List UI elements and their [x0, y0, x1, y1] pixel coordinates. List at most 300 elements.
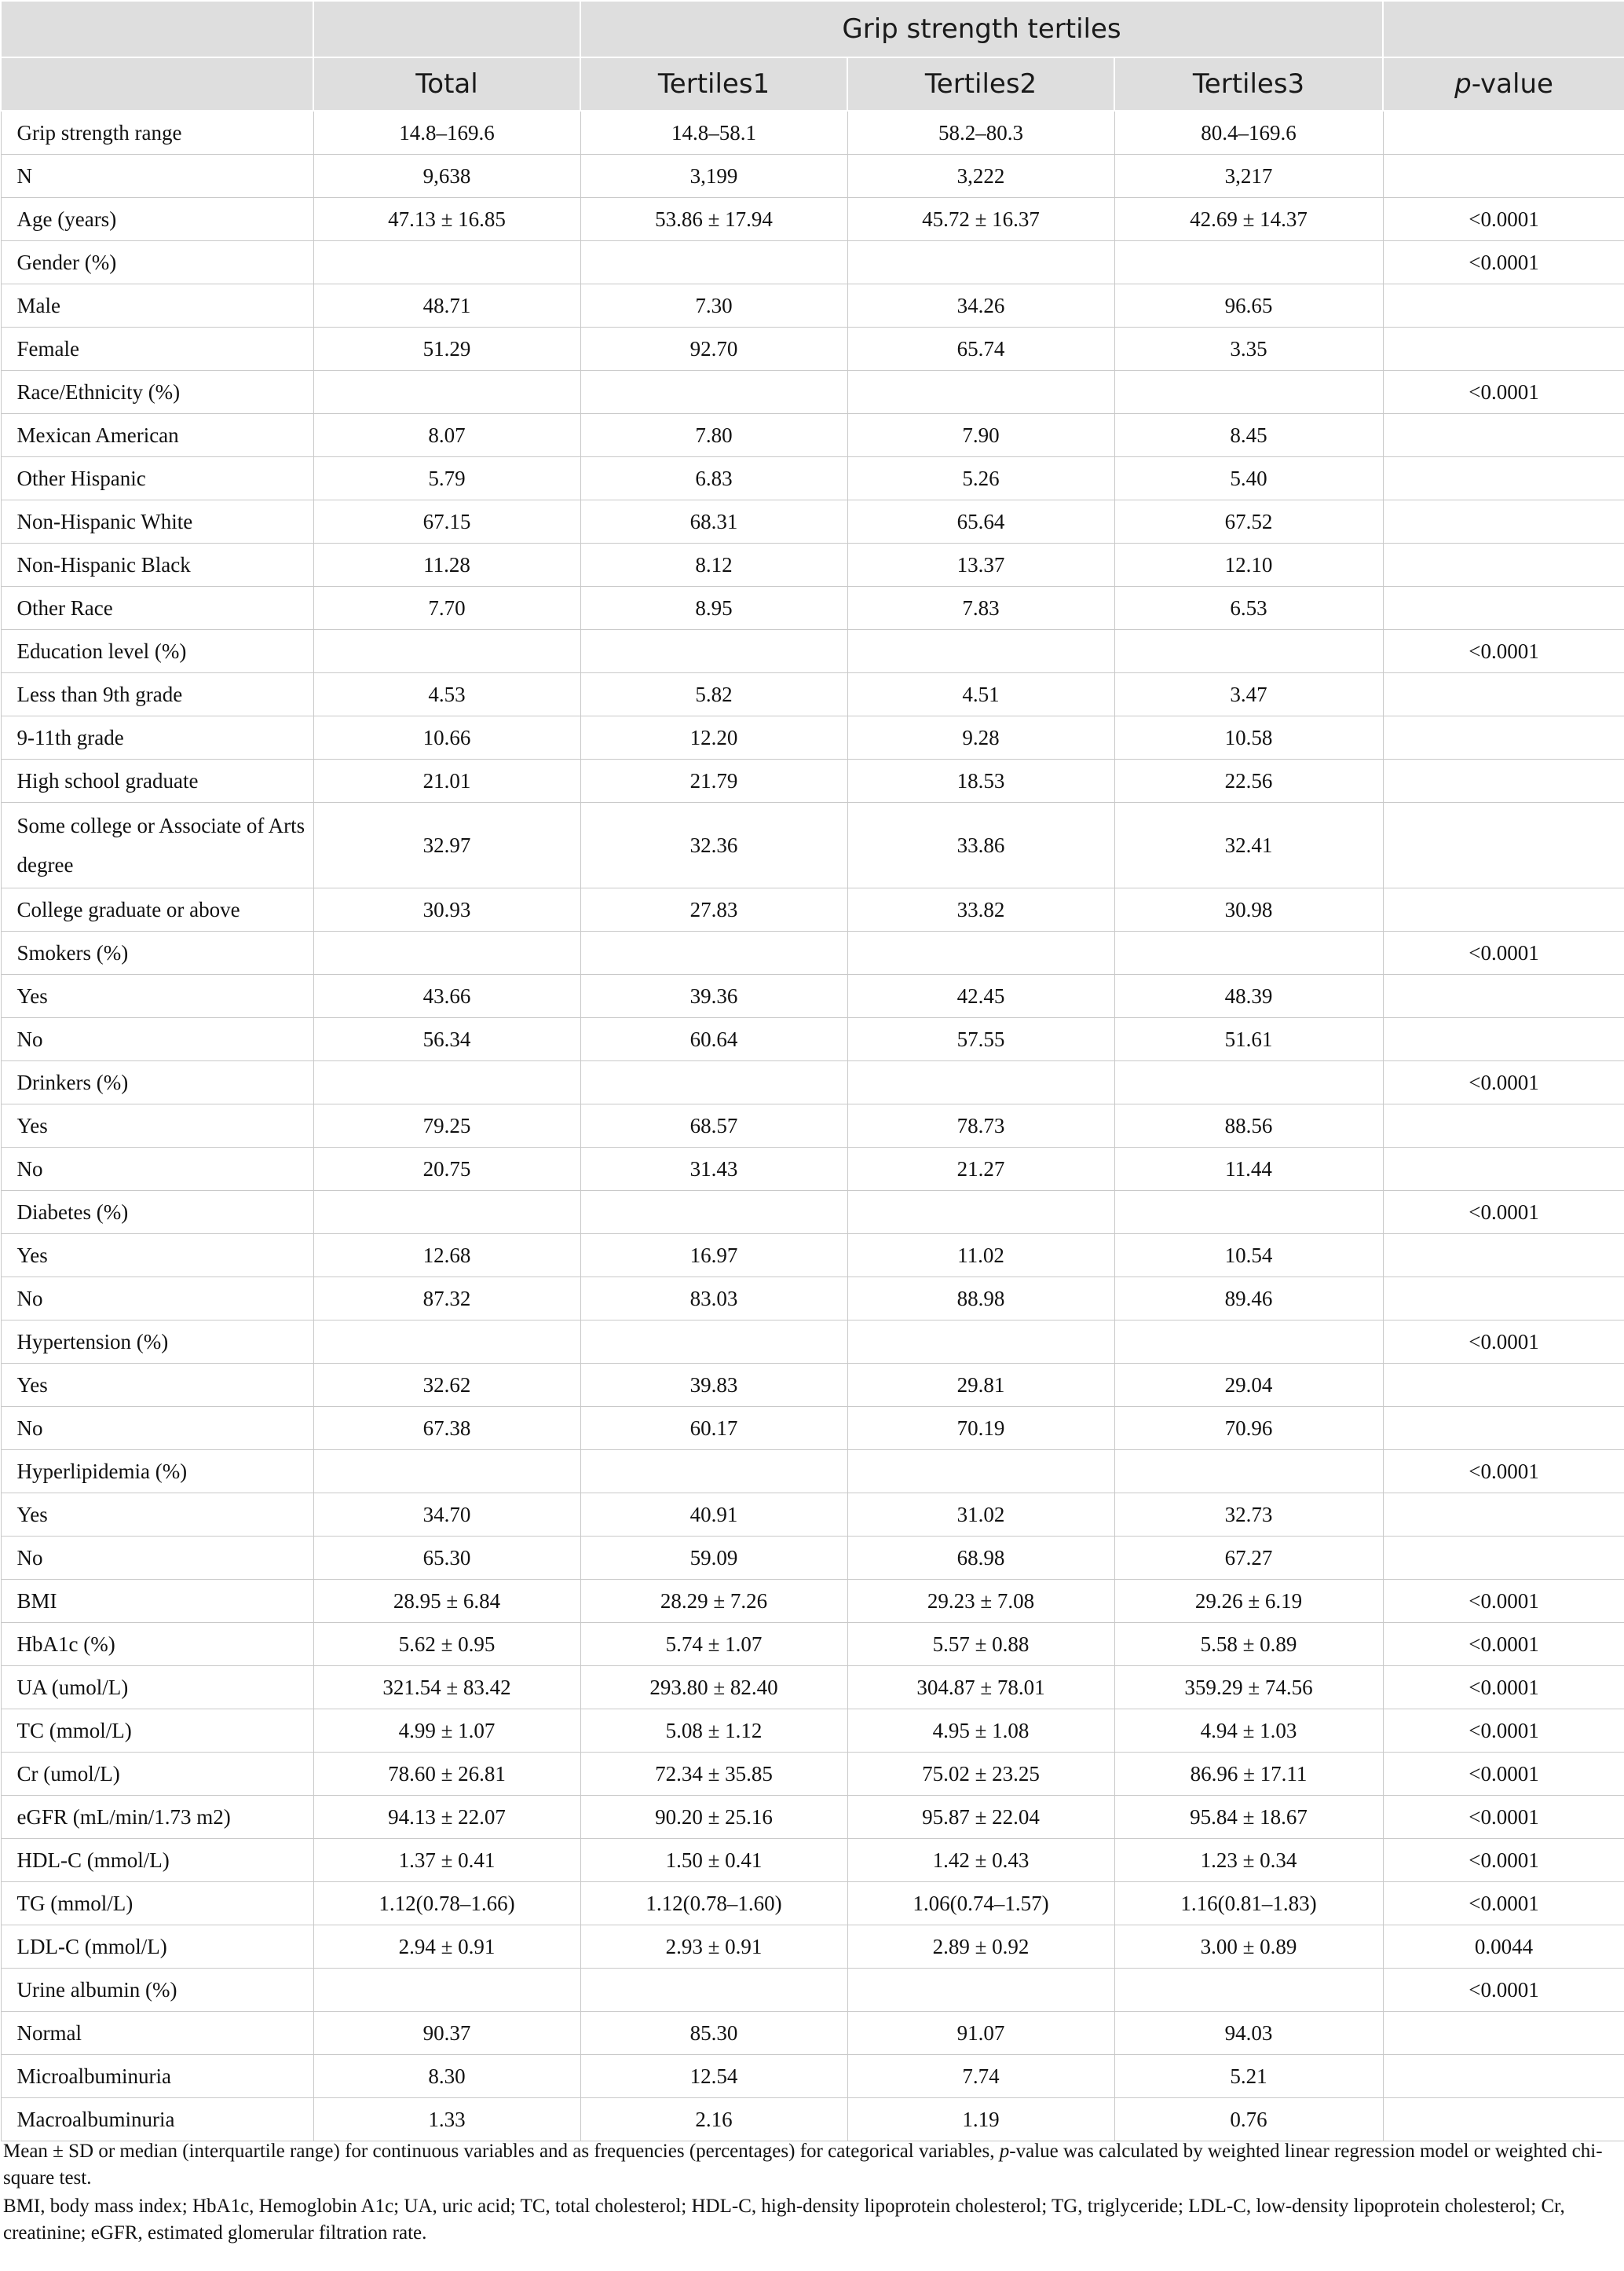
cell-value: 65.64 — [847, 500, 1114, 544]
row-label: Normal — [1, 2012, 313, 2055]
row-label: Urine albumin (%) — [1, 1969, 313, 2012]
cell-value: 14.8–58.1 — [580, 111, 847, 155]
row-label: No — [1, 1407, 313, 1450]
cell-value: 65.30 — [313, 1537, 580, 1580]
cell-value — [580, 1061, 847, 1104]
cell-value — [1114, 1450, 1383, 1493]
cell-value: 8.30 — [313, 2055, 580, 2098]
table-row — [1, 414, 1624, 457]
cell-value: 58.2–80.3 — [847, 111, 1114, 155]
row-label: HDL-C (mmol/L) — [1, 1839, 313, 1882]
cell-pvalue: <0.0001 — [1383, 1666, 1624, 1709]
table-row — [1, 1580, 1624, 1623]
cell-value: 45.72 ± 16.37 — [847, 198, 1114, 241]
table-row — [1, 1882, 1624, 1925]
cell-value — [313, 371, 580, 414]
cell-pvalue — [1383, 544, 1624, 587]
row-label: No — [1, 1018, 313, 1061]
cell-value — [580, 241, 847, 284]
cell-value: 33.82 — [847, 888, 1114, 932]
cell-pvalue — [1383, 1018, 1624, 1061]
row-label: No — [1, 1277, 313, 1320]
row-label: HbA1c (%) — [1, 1623, 313, 1666]
cell-value: 5.82 — [580, 673, 847, 716]
cell-value: 95.87 ± 22.04 — [847, 1796, 1114, 1839]
cell-value: 20.75 — [313, 1148, 580, 1191]
cell-value: 95.84 ± 18.67 — [1114, 1796, 1383, 1839]
cell-value: 78.73 — [847, 1104, 1114, 1148]
cell-value: 75.02 ± 23.25 — [847, 1753, 1114, 1796]
row-label: Gender (%) — [1, 241, 313, 284]
cell-value: 8.07 — [313, 414, 580, 457]
cell-value: 7.70 — [313, 587, 580, 630]
cell-value: 21.01 — [313, 760, 580, 803]
table-row — [1, 155, 1624, 198]
cell-value: 2.16 — [580, 2098, 847, 2141]
cell-value — [847, 1320, 1114, 1364]
table-row — [1, 587, 1624, 630]
cell-value: 7.74 — [847, 2055, 1114, 2098]
cell-pvalue — [1383, 284, 1624, 328]
cell-value — [313, 1191, 580, 1234]
cell-value: 4.51 — [847, 673, 1114, 716]
cell-value — [313, 1969, 580, 2012]
cell-pvalue: <0.0001 — [1383, 932, 1624, 975]
table-row — [1, 2012, 1624, 2055]
cell-value: 304.87 ± 78.01 — [847, 1666, 1114, 1709]
cell-value: 80.4–169.6 — [1114, 111, 1383, 155]
cell-value: 40.91 — [580, 1493, 847, 1537]
cell-pvalue — [1383, 457, 1624, 500]
row-label: Microalbuminuria — [1, 2055, 313, 2098]
row-label: Macroalbuminuria — [1, 2098, 313, 2141]
cell-value — [1114, 1320, 1383, 1364]
cell-pvalue — [1383, 2012, 1624, 2055]
cell-value: 28.95 ± 6.84 — [313, 1580, 580, 1623]
cell-value: 67.38 — [313, 1407, 580, 1450]
cell-value: 91.07 — [847, 2012, 1114, 2055]
cell-value: 321.54 ± 83.42 — [313, 1666, 580, 1709]
cell-value: 1.12(0.78–1.66) — [313, 1882, 580, 1925]
cell-value: 67.52 — [1114, 500, 1383, 544]
cell-value: 67.15 — [313, 500, 580, 544]
cell-value: 5.58 ± 0.89 — [1114, 1623, 1383, 1666]
table-row — [1, 975, 1624, 1018]
cell-value: 68.31 — [580, 500, 847, 544]
cell-pvalue — [1383, 2098, 1624, 2141]
cell-value — [580, 1450, 847, 1493]
cell-value: 34.26 — [847, 284, 1114, 328]
cell-value: 48.71 — [313, 284, 580, 328]
row-label: Grip strength range — [1, 111, 313, 155]
cell-value — [313, 1450, 580, 1493]
cell-pvalue: 0.0044 — [1383, 1925, 1624, 1969]
cell-value — [847, 371, 1114, 414]
table-row — [1, 1018, 1624, 1061]
footnote-1 — [3, 2138, 1613, 2192]
row-label: Cr (umol/L) — [1, 1753, 313, 1796]
table-row — [1, 888, 1624, 932]
cell-value: 32.97 — [313, 803, 580, 888]
cell-pvalue — [1383, 500, 1624, 544]
cell-value — [580, 1320, 847, 1364]
table-row — [1, 1104, 1624, 1148]
cell-value: 3.35 — [1114, 328, 1383, 371]
cell-value: 0.76 — [1114, 2098, 1383, 2141]
cell-value: 2.94 ± 0.91 — [313, 1925, 580, 1969]
row-label: College graduate or above — [1, 888, 313, 932]
row-label: Male — [1, 284, 313, 328]
cell-value: 51.61 — [1114, 1018, 1383, 1061]
cell-value: 5.40 — [1114, 457, 1383, 500]
cell-value: 5.74 ± 1.07 — [580, 1623, 847, 1666]
cell-value: 29.04 — [1114, 1364, 1383, 1407]
footnote-1-p: p — [999, 2141, 1010, 2162]
cell-value: 96.65 — [1114, 284, 1383, 328]
table-row — [1, 1666, 1624, 1709]
cell-value: 3,199 — [580, 155, 847, 198]
cell-value: 10.58 — [1114, 716, 1383, 760]
table-row — [1, 1839, 1624, 1882]
table-row — [1, 803, 1624, 888]
cell-value: 31.43 — [580, 1148, 847, 1191]
row-label: TG (mmol/L) — [1, 1882, 313, 1925]
cell-value: 42.69 ± 14.37 — [1114, 198, 1383, 241]
cell-pvalue — [1383, 111, 1624, 155]
cell-pvalue: <0.0001 — [1383, 1709, 1624, 1753]
cell-value: 8.45 — [1114, 414, 1383, 457]
cell-value — [313, 1320, 580, 1364]
cell-value: 1.06(0.74–1.57) — [847, 1882, 1114, 1925]
cell-value: 53.86 ± 17.94 — [580, 198, 847, 241]
row-label: Yes — [1, 1364, 313, 1407]
cell-value — [847, 1191, 1114, 1234]
cell-value: 11.44 — [1114, 1148, 1383, 1191]
cell-pvalue: <0.0001 — [1383, 1061, 1624, 1104]
row-label: Drinkers (%) — [1, 1061, 313, 1104]
cell-value — [847, 241, 1114, 284]
row-label: UA (umol/L) — [1, 1666, 313, 1709]
cell-value: 4.99 ± 1.07 — [313, 1709, 580, 1753]
cell-value: 88.56 — [1114, 1104, 1383, 1148]
cell-pvalue — [1383, 760, 1624, 803]
cell-value: 5.21 — [1114, 2055, 1383, 2098]
table-row — [1, 1796, 1624, 1839]
cell-value: 68.57 — [580, 1104, 847, 1148]
cell-value: 79.25 — [313, 1104, 580, 1148]
cell-value: 60.17 — [580, 1407, 847, 1450]
cell-value: 67.27 — [1114, 1537, 1383, 1580]
cell-value: 70.96 — [1114, 1407, 1383, 1450]
table-row — [1, 457, 1624, 500]
table-row — [1, 2055, 1624, 2098]
cell-value — [1114, 1969, 1383, 2012]
cell-value — [1114, 241, 1383, 284]
table-row — [1, 2098, 1624, 2141]
cell-pvalue — [1383, 1364, 1624, 1407]
cell-value — [1114, 1061, 1383, 1104]
table-footnotes — [0, 2138, 1613, 2248]
cell-value: 65.74 — [847, 328, 1114, 371]
row-label: Non-Hispanic White — [1, 500, 313, 544]
cell-value: 32.36 — [580, 803, 847, 888]
cell-value: 9.28 — [847, 716, 1114, 760]
table-row — [1, 1709, 1624, 1753]
footnote-2: BMI, body mass index; HbA1c, Hemoglobin A1c; UA, uric acid; TC, total cholesterol; HDL-C, high-density lipoprotein cholesterol; TG, triglyceride; LDL-C, low-density lipoprotein cholesterol; Cr, creatinine; eGFR, estimated glomerular filtration rate. — [3, 2196, 1565, 2244]
cell-value: 30.98 — [1114, 888, 1383, 932]
cell-value: 1.42 ± 0.43 — [847, 1839, 1114, 1882]
cell-value: 56.34 — [313, 1018, 580, 1061]
cell-value: 1.50 ± 0.41 — [580, 1839, 847, 1882]
cell-value — [847, 1061, 1114, 1104]
cell-value: 88.98 — [847, 1277, 1114, 1320]
cell-value — [580, 932, 847, 975]
row-label: Non-Hispanic Black — [1, 544, 313, 587]
cell-pvalue: <0.0001 — [1383, 1580, 1624, 1623]
cell-pvalue — [1383, 803, 1624, 888]
table-row — [1, 1191, 1624, 1234]
cell-value: 27.83 — [580, 888, 847, 932]
cell-value: 90.37 — [313, 2012, 580, 2055]
cell-value: 32.62 — [313, 1364, 580, 1407]
table-row — [1, 1493, 1624, 1537]
column-header-pvalue — [1383, 57, 1624, 111]
cell-value: 4.53 — [313, 673, 580, 716]
cell-pvalue: <0.0001 — [1383, 1191, 1624, 1234]
row-label: eGFR (mL/min/1.73 m2) — [1, 1796, 313, 1839]
cell-value: 94.13 ± 22.07 — [313, 1796, 580, 1839]
cell-value: 7.90 — [847, 414, 1114, 457]
cell-pvalue — [1383, 1148, 1624, 1191]
cell-value: 30.93 — [313, 888, 580, 932]
cell-value — [847, 630, 1114, 673]
column-header: Tertiles3 — [1114, 57, 1383, 111]
cell-value — [1114, 371, 1383, 414]
cell-pvalue — [1383, 1234, 1624, 1277]
table-row — [1, 1753, 1624, 1796]
table-row — [1, 284, 1624, 328]
cell-value — [1114, 1191, 1383, 1234]
cell-value: 5.79 — [313, 457, 580, 500]
cell-value: 5.62 ± 0.95 — [313, 1623, 580, 1666]
table-row — [1, 673, 1624, 716]
cell-value: 47.13 ± 16.85 — [313, 198, 580, 241]
cell-value: 85.30 — [580, 2012, 847, 2055]
table-row — [1, 111, 1624, 155]
cell-value: 29.26 ± 6.19 — [1114, 1580, 1383, 1623]
cell-pvalue — [1383, 673, 1624, 716]
cell-value: 39.83 — [580, 1364, 847, 1407]
table-body — [1, 111, 1624, 2141]
cell-value: 51.29 — [313, 328, 580, 371]
row-label: Yes — [1, 1104, 313, 1148]
cell-pvalue — [1383, 155, 1624, 198]
row-label: Yes — [1, 975, 313, 1018]
cell-value: 18.53 — [847, 760, 1114, 803]
cell-value: 92.70 — [580, 328, 847, 371]
cell-value: 57.55 — [847, 1018, 1114, 1061]
cell-value: 359.29 ± 74.56 — [1114, 1666, 1383, 1709]
row-label: Other Hispanic — [1, 457, 313, 500]
cell-pvalue — [1383, 1407, 1624, 1450]
row-label: High school graduate — [1, 760, 313, 803]
cell-pvalue — [1383, 587, 1624, 630]
header-group-label: Grip strength tertiles — [580, 1, 1383, 57]
row-label: Yes — [1, 1493, 313, 1537]
cell-pvalue — [1383, 2055, 1624, 2098]
table-row — [1, 1450, 1624, 1493]
row-label: Race/Ethnicity (%) — [1, 371, 313, 414]
footnote-1-text-b: -value was calculated by weighted linear regression model or weighted chi-square test. — [3, 2141, 1603, 2189]
cell-value: 3.47 — [1114, 673, 1383, 716]
cell-value: 10.66 — [313, 716, 580, 760]
cell-value: 68.98 — [847, 1537, 1114, 1580]
row-label: Some college or Associate of Arts degree — [1, 803, 313, 888]
cell-value: 42.45 — [847, 975, 1114, 1018]
row-label: Yes — [1, 1234, 313, 1277]
cell-pvalue: <0.0001 — [1383, 1753, 1624, 1796]
cell-value: 6.83 — [580, 457, 847, 500]
cell-value: 1.23 ± 0.34 — [1114, 1839, 1383, 1882]
cell-value: 29.81 — [847, 1364, 1114, 1407]
cell-value: 7.30 — [580, 284, 847, 328]
table-row — [1, 371, 1624, 414]
cell-pvalue: <0.0001 — [1383, 1320, 1624, 1364]
row-label: Education level (%) — [1, 630, 313, 673]
cell-value: 4.95 ± 1.08 — [847, 1709, 1114, 1753]
row-label: N — [1, 155, 313, 198]
cell-value: 34.70 — [313, 1493, 580, 1537]
row-label: Hypertension (%) — [1, 1320, 313, 1364]
cell-value: 21.27 — [847, 1148, 1114, 1191]
cell-value: 10.54 — [1114, 1234, 1383, 1277]
cell-value: 7.83 — [847, 587, 1114, 630]
cell-value: 48.39 — [1114, 975, 1383, 1018]
cell-value: 60.64 — [580, 1018, 847, 1061]
table-row — [1, 1925, 1624, 1969]
table-row — [1, 760, 1624, 803]
cell-value: 9,638 — [313, 155, 580, 198]
header-blank — [1383, 1, 1624, 57]
cell-value: 12.20 — [580, 716, 847, 760]
cell-value: 78.60 ± 26.81 — [313, 1753, 580, 1796]
cell-value: 1.12(0.78–1.60) — [580, 1882, 847, 1925]
cell-value: 5.57 ± 0.88 — [847, 1623, 1114, 1666]
header-blank — [1, 57, 313, 111]
table-row — [1, 544, 1624, 587]
cell-value: 21.79 — [580, 760, 847, 803]
row-label: Female — [1, 328, 313, 371]
cell-value — [847, 1450, 1114, 1493]
cell-value: 2.89 ± 0.92 — [847, 1925, 1114, 1969]
cell-value: 3,222 — [847, 155, 1114, 198]
row-label: Mexican American — [1, 414, 313, 457]
cell-value: 12.10 — [1114, 544, 1383, 587]
table-row — [1, 630, 1624, 673]
cell-pvalue — [1383, 1277, 1624, 1320]
table-row — [1, 500, 1624, 544]
cell-value: 12.68 — [313, 1234, 580, 1277]
cell-pvalue — [1383, 975, 1624, 1018]
cell-value — [580, 630, 847, 673]
row-label: BMI — [1, 1580, 313, 1623]
cell-pvalue — [1383, 1537, 1624, 1580]
cell-pvalue — [1383, 888, 1624, 932]
row-label: No — [1, 1148, 313, 1191]
cell-pvalue: <0.0001 — [1383, 371, 1624, 414]
cell-pvalue: <0.0001 — [1383, 198, 1624, 241]
cell-value: 70.19 — [847, 1407, 1114, 1450]
cell-value: 32.73 — [1114, 1493, 1383, 1537]
row-label: TC (mmol/L) — [1, 1709, 313, 1753]
row-label: Hyperlipidemia (%) — [1, 1450, 313, 1493]
table-row — [1, 1969, 1624, 2012]
table-row — [1, 932, 1624, 975]
cell-value: 293.80 ± 82.40 — [580, 1666, 847, 1709]
cell-value: 87.32 — [313, 1277, 580, 1320]
cell-value: 1.33 — [313, 2098, 580, 2141]
table-row — [1, 198, 1624, 241]
cell-pvalue: <0.0001 — [1383, 241, 1624, 284]
table-row — [1, 1320, 1624, 1364]
cell-value: 2.93 ± 0.91 — [580, 1925, 847, 1969]
cell-value: 1.16(0.81–1.83) — [1114, 1882, 1383, 1925]
table-row — [1, 1407, 1624, 1450]
cell-pvalue — [1383, 716, 1624, 760]
cell-value: 83.03 — [580, 1277, 847, 1320]
cell-value — [313, 932, 580, 975]
cell-value — [313, 630, 580, 673]
cell-pvalue: <0.0001 — [1383, 630, 1624, 673]
cell-value: 1.37 ± 0.41 — [313, 1839, 580, 1882]
column-header: Tertiles1 — [580, 57, 847, 111]
cell-value — [580, 1969, 847, 2012]
pvalue-suffix: -value — [1471, 68, 1553, 100]
cell-pvalue — [1383, 1493, 1624, 1537]
table-row — [1, 328, 1624, 371]
cell-value: 90.20 ± 25.16 — [580, 1796, 847, 1839]
cell-value: 86.96 ± 17.11 — [1114, 1753, 1383, 1796]
cell-value: 31.02 — [847, 1493, 1114, 1537]
cell-value: 89.46 — [1114, 1277, 1383, 1320]
row-label: LDL-C (mmol/L) — [1, 1925, 313, 1969]
cell-value: 39.36 — [580, 975, 847, 1018]
cell-value: 8.12 — [580, 544, 847, 587]
cell-value — [847, 932, 1114, 975]
cell-value: 94.03 — [1114, 2012, 1383, 2055]
cell-value: 32.41 — [1114, 803, 1383, 888]
row-label: 9-11th grade — [1, 716, 313, 760]
cell-value: 5.26 — [847, 457, 1114, 500]
pvalue-prefix: p — [1454, 68, 1472, 100]
table-row — [1, 1061, 1624, 1104]
row-label: Smokers (%) — [1, 932, 313, 975]
row-label: Diabetes (%) — [1, 1191, 313, 1234]
cell-value: 28.29 ± 7.26 — [580, 1580, 847, 1623]
cell-value: 14.8–169.6 — [313, 111, 580, 155]
cell-pvalue — [1383, 328, 1624, 371]
cell-value: 43.66 — [313, 975, 580, 1018]
cell-value — [580, 1191, 847, 1234]
cell-pvalue: <0.0001 — [1383, 1839, 1624, 1882]
table-row — [1, 1537, 1624, 1580]
footnote-1-text-a: Mean ± SD or median (interquartile range) for continuous variables and as frequencies (percentages) for categorical variables, — [3, 2141, 1000, 2162]
row-label: Age (years) — [1, 198, 313, 241]
table-row — [1, 1234, 1624, 1277]
cell-value — [313, 241, 580, 284]
table-row — [1, 1623, 1624, 1666]
cell-value — [1114, 932, 1383, 975]
